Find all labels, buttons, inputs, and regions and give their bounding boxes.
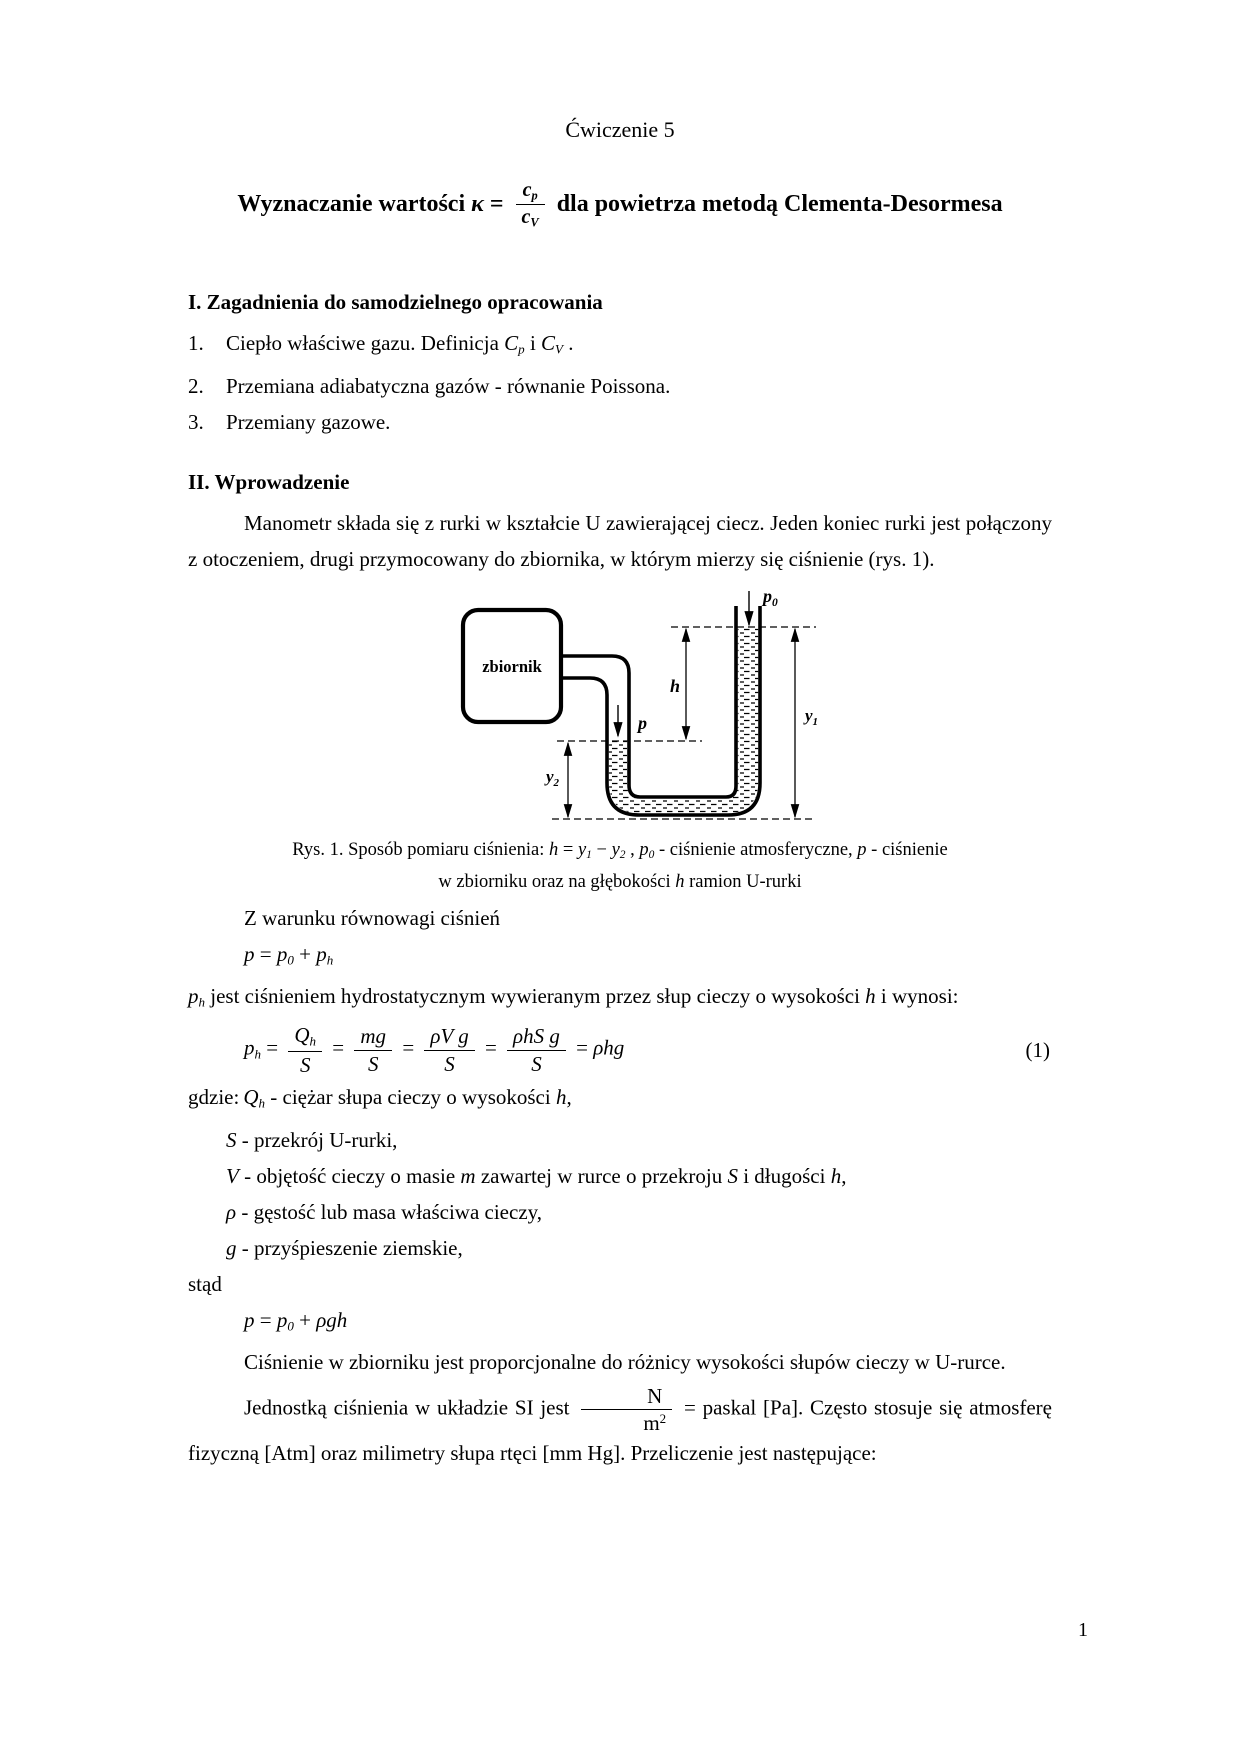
where-item: [188, 1079, 1052, 1122]
main-heading: Wyznaczanie wartości κ = $\frac{cp}{cV}$ dla powietrza metodą Clementa-Desormesa: [237, 178, 1003, 229]
section1-title: I. Zagadnienia do samodzielnego opracowania: [188, 290, 603, 314]
tank-label: zbiornik: [482, 656, 542, 676]
where-item: S - przekrój U-rurki,: [226, 1127, 398, 1152]
label-h: h: [669, 675, 680, 696]
list-item-text: Przemiany gazowe.: [226, 409, 391, 434]
equation-1-number: (1): [1025, 1037, 1050, 1062]
equilibrium-paragraph: Z warunku równowagi ciśnień: [244, 905, 501, 930]
figure-caption: [188, 837, 1052, 896]
figure-manometer: [188, 579, 1052, 831]
intro-paragraph: Manometr składa się z rurki w kształcie U zawierającej ciecz. Jeden koniec rurki jest połączony z otoczeniem, drugi przymocowany do zbiornika, w którym mierzy się ciśnienie (rys. 1).: [188, 510, 1052, 571]
where-item-text: Qh - ciężar słupa cieczy o wysokości h,: [243, 1084, 572, 1111]
section2-title: II. Wprowadzenie: [188, 469, 350, 494]
figure-caption-line1: Rys. 1. Sposób pomiaru ciśnienia: h = y1 − y2 , p0 - ciśnienie atmosferyczne, p - ciśnienie: [292, 839, 948, 861]
where-prefix: gdzie:: [188, 1084, 240, 1109]
topics-list: [188, 325, 1052, 440]
equation-1: ph = $\frac{Qh}{S}$ = $\frac{mg}{S}$ = $\frac{\text{ρV g}}{S}$ = $\frac{\text{ρhS g}}{S}$ = ρhg: [244, 1023, 625, 1077]
label-y1: $y_1$: [805, 705, 819, 728]
proportional-paragraph: Ciśnienie w zbiorniku jest proporcjonalne do różnicy wysokości słupów cieczy w U-rurce.: [244, 1350, 1006, 1375]
list-item-number: 2.: [188, 373, 204, 398]
where-item: g - przyśpieszenie ziemskie,: [226, 1235, 463, 1260]
equation-final-pressure: p = p0 + ρgh: [244, 1307, 348, 1334]
page-number: 1: [1078, 1619, 1088, 1641]
list-item-number: 1.: [188, 331, 204, 355]
list-item: [188, 404, 1052, 440]
label-p0: $p_0$: [763, 585, 778, 609]
equation-1-row: [188, 1023, 1052, 1077]
units-paragraph: Jednostką ciśnienia w układzie SI jest $\frac{N}{m^2}$ = paskal [Pa]. Często stosuje się atmosferę fizyczną [Atm] oraz milimetry słupa rtęci [mm Hg]. Przeliczenie jest następujące:: [188, 1384, 1053, 1466]
u-tube-inner-wall: [560, 606, 736, 797]
hydrostatic-paragraph: ph jest ciśnieniem hydrostatycznym wywieranym przez słup cieczy o wysokości h i wynosi:: [188, 984, 959, 1011]
manometer-diagram: [414, 579, 854, 831]
equation-pressure-balance: p = p0 + ph: [244, 941, 334, 968]
label-y2: $y_2$: [546, 766, 560, 789]
doc-title: Ćwiczenie 5: [565, 117, 675, 142]
list-item: [188, 368, 1052, 404]
figure-caption-line2: w zbiorniku oraz na głębokości h ramion U-rurki: [438, 871, 802, 892]
where-item: ρ - gęstość lub masa właściwa cieczy,: [226, 1199, 543, 1224]
document-content: [188, 0, 1052, 1471]
list-item-text: Przemiana adiabatyczna gazów - równanie Poissona.: [226, 373, 671, 398]
list-item: [188, 325, 1052, 368]
where-list: [188, 1079, 1052, 1266]
label-p: p: [638, 712, 647, 733]
list-item-text: Ciepło właściwe gazu. Definicja Cp i CV .: [226, 331, 574, 357]
stad-text: stąd: [188, 1271, 222, 1296]
u-tube-outer-wall: [560, 606, 760, 815]
list-item-number: 3.: [188, 409, 204, 434]
where-item: V - objętość cieczy o masie m zawartej w rurce o przekroju S i długości h,: [226, 1163, 847, 1188]
